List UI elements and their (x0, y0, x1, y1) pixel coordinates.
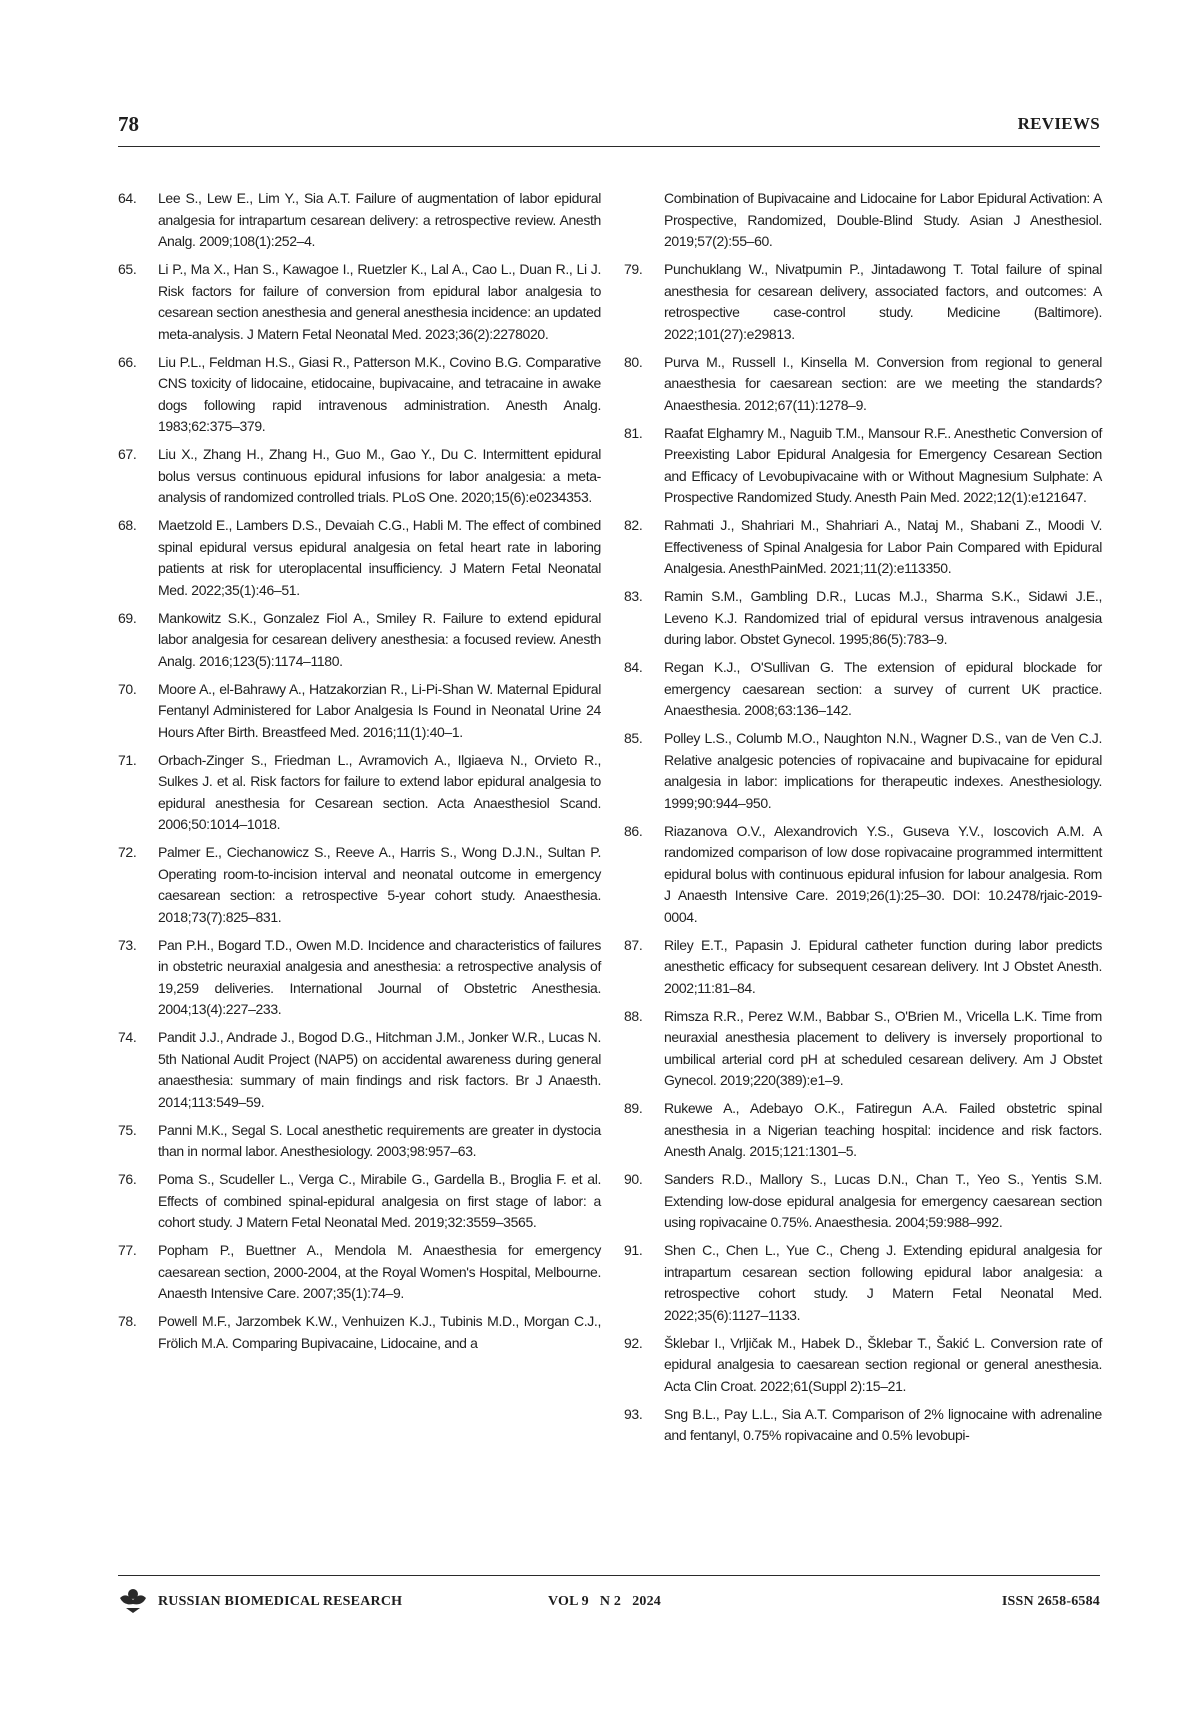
reference-column-right (624, 188, 1102, 1453)
reference-number: 64. (118, 190, 137, 206)
reference-text: Regan K.J., O'Sullivan G. The extension of epidural blockade for emergency caesarean section: a survey of current UK practice. Anaesthesia. 2008;63:136–142. (664, 659, 1102, 719)
reference-number: 88. (624, 1007, 643, 1024)
reference-number: 79. (624, 260, 643, 277)
reference-text: Polley L.S., Columb M.O., Naughton N.N., Wagner D.S., van de Ven C.J. Relative analgesic potencies of ropivacaine and bupivacaine for epidural analgesia in labor: implications for therapeutic indexes. Anesthesiology. 1999;90:944–950. (664, 729, 1102, 811)
reference-item (118, 679, 601, 744)
reference-text: Poma S., Scudeller L., Verga C., Mirabile G., Gardella B., Broglia F. et al. Effects of combined spinal-epidural analgesia on first stage of labor: a cohort study. J Matern Fetal Neonatal Med. 2019;32:3559–3565. (158, 1171, 601, 1231)
reference-item (624, 352, 1102, 417)
reference-item (624, 821, 1102, 929)
reference-item (118, 1240, 601, 1305)
reference-item (118, 188, 601, 253)
reference-text: Panni M.K., Segal S. Local anesthetic requirements are greater in dystocia than in normal labor. Anesthesiology. 2003;98:957–63. (158, 1121, 601, 1160)
reference-number: 78. (118, 1313, 137, 1330)
reference-item (118, 515, 601, 601)
reference-item (624, 1240, 1102, 1326)
reference-number: 92. (624, 1334, 643, 1351)
reference-text: Rimsza R.R., Perez W.M., Babbar S., O'Brien M., Vricella L.K. Time from neuraxial anesthesia placement to delivery is inversely proportional to umbilical arterial cord pH at scheduled cesarean delivery. Am J Obstet Gynecol. 2019;220(389):e1–9. (664, 1007, 1102, 1089)
reference-number: 81. (624, 424, 643, 441)
reference-number: 84. (624, 659, 643, 675)
reference-number: 76. (118, 1171, 137, 1188)
reference-item (624, 728, 1102, 814)
reference-number: 74. (118, 1029, 137, 1046)
reference-item (624, 1404, 1102, 1447)
journal-emblem-icon (118, 1586, 148, 1614)
reference-number: 89. (624, 1100, 643, 1117)
reference-number: 85. (624, 729, 643, 746)
reference-item (118, 444, 601, 509)
reference-text: Shen C., Chen L., Yue C., Cheng J. Extending epidural analgesia for intrapartum cesarean section following epidural labor analgesia: a retrospective cohort study. J Matern Fetal Neonatal Med. 2022;35(6):1127–1133. (664, 1242, 1102, 1323)
issue-info: VOL 9 N 2 2024 (548, 1594, 661, 1609)
reference-number: 75. (118, 1121, 137, 1138)
reference-text: Riley E.T., Papasin J. Epidural catheter function during labor predicts anesthetic efficacy for subsequent cesarean delivery. Int J Obstet Anesth. 2002;11:81–84. (664, 936, 1102, 996)
reference-text: Raafat Elghamry M., Naguib T.M., Mansour R.F.. Anesthetic Conversion of Preexisting Labor Epidural Analgesia for Emergency Cesarean Section and Efficacy of Levobupivacaine with or Without Magnesium Sulphate: A Prospective Randomized Study. Anesth Pain Med. 2022;12(1):e121647. (664, 424, 1102, 506)
reference-item (118, 750, 601, 836)
page-footer (118, 1575, 1100, 1620)
reference-text: Sng B.L., Pay L.L., Sia A.T. Comparison of 2% lignocaine with adrenaline and fentanyl, 0.75% ropivacaine and 0.5% levobupi- (664, 1405, 1102, 1444)
reference-text: Riazanova O.V., Alexandrovich Y.S., Guseva Y.V., Ioscovich A.M. A randomized comparison of low dose ropivacaine programmed intermittent epidural bolus with continuous epidural infusion for labour analgesia. Rom J Anaesth Intensive Care. 2019;26(1):25–30. DOI: 10.2478/rjaic-2019-0004. (664, 822, 1102, 925)
reference-item (118, 1027, 601, 1113)
reference-number: 83. (624, 588, 643, 605)
reference-number: 69. (118, 609, 137, 626)
reference-item (118, 842, 601, 928)
reference-text: Ramin S.M., Gambling D.R., Lucas M.J., Sharma S.K., Sidawi J.E., Leveno K.J. Randomized trial of epidural versus intravenous analgesia during labor. Obstet Gynecol. 1995;86(5):783–9. (664, 588, 1102, 648)
reference-list-right (624, 259, 1102, 1447)
reference-item (624, 1098, 1102, 1163)
reference-item (624, 935, 1102, 1000)
reference-item (624, 657, 1102, 722)
page-number: 78 (118, 112, 139, 136)
reference-number: 72. (118, 844, 137, 861)
reference-text: Rahmati J., Shahriari M., Shahriari A., Nataj M., Shabani Z., Moodi V. Effectiveness of Spinal Analgesia for Labor Pain Compared with Epidural Analgesia. AnesthPainMed. 2021;11(2):e113350. (664, 517, 1102, 577)
reference-text: Purva M., Russell I., Kinsella M. Conversion from regional to general anaesthesia for caesarean section: are we meeting the standards? Anaesthesia. 2012;67(11):1278–9. (664, 353, 1102, 413)
reference-text: Pandit J.J., Andrade J., Bogod D.G., Hitchman J.M., Jonker W.R., Lucas N. 5th National Audit Project (NAP5) on accidental awareness during general anaesthesia: summary of main findings and risk factors. Br J Anaesth. 2014;113:549–59. (158, 1029, 601, 1111)
reference-number: 67. (118, 446, 137, 463)
reference-text: Powell M.F., Jarzombek K.W., Venhuizen K.J., Tubinis M.D., Morgan C.J., Frölich M.A. Comparing Bupivacaine, Lidocaine, and a (158, 1313, 601, 1351)
reference-text: Punchuklang W., Nivatpumin P., Jintadawong T. Total failure of spinal anesthesia for cesarean delivery, associated factors, and outcomes: A retrospective case-control study. Medicine (Baltimore). 2022;101(27):e29813. (664, 260, 1102, 342)
reference-number: 68. (118, 517, 137, 534)
reference-number: 82. (624, 517, 643, 534)
reference-number: 71. (118, 751, 137, 768)
reference-number: 77. (118, 1242, 137, 1259)
reference-text: Šklebar I., Vrljičak M., Habek D., Šklebar T., Šakić L. Conversion rate of epidural analgesia to caesarean section regional or general anesthesia. Acta Clin Croat. 2022;61(Suppl 2):15–21. (664, 1334, 1102, 1394)
reference-number: 90. (624, 1171, 643, 1188)
reference-text: Sanders R.D., Mallory S., Lucas D.N., Chan T., Yeo S., Yentis S.M. Extending low-dose epidural analgesia for emergency caesarean section using ropivacaine 0.75%. Anaesthesia. 2004;59:988–992. (664, 1171, 1102, 1231)
reference-text: Maetzold E., Lambers D.S., Devaiah C.G., Habli M. The effect of combined spinal epidural versus epidural analgesia on fetal heart rate in laboring patients at risk for uteroplacental insufficiency. J Matern Fetal Neonatal Med. 2022;35(1):46–51. (158, 517, 601, 598)
reference-number: 65. (118, 260, 137, 277)
reference-item (624, 1333, 1102, 1398)
reference-item (118, 1169, 601, 1234)
reference-item (118, 1311, 601, 1354)
section-title: REVIEWS (1017, 114, 1100, 133)
reference-item (624, 1006, 1102, 1092)
reference-text: Orbach-Zinger S., Friedman L., Avramovich A., Ilgiaeva N., Orvieto R., Sulkes J. et al. Risk factors for failure to extend labor epidural analgesia to epidural anesthesia for Cesarean section. Acta Anaesthesiol Scand. 2006;50:1014–1018. (158, 751, 601, 833)
reference-number: 86. (624, 822, 643, 839)
reference-item (624, 515, 1102, 580)
reference-item (118, 1120, 601, 1163)
page-header (118, 112, 1100, 147)
reference-item (118, 352, 601, 438)
reference-item (118, 935, 601, 1021)
reference-text: Mankowitz S.K., Gonzalez Fiol A., Smiley R. Failure to extend epidural labor analgesia for cesarean delivery anesthesia: a focused review. Anesth Analg. 2016;123(5):1174–1180. (158, 609, 601, 669)
reference-item (624, 586, 1102, 651)
reference-number: 91. (624, 1242, 643, 1259)
reference-text: Moore A., el-Bahrawy A., Hatzakorzian R., Li-Pi-Shan W. Maternal Epidural Fentanyl Administered for Labor Analgesia Is Found in Neonatal Urine 24 Hours After Birth. Breastfeed Med. 2016;11(1):40–1. (158, 680, 601, 740)
reference-number: 93. (624, 1405, 643, 1422)
reference-text: Liu X., Zhang H., Zhang H., Guo M., Gao Y., Du C. Intermittent epidural bolus versus continuous epidural infusions for labor analgesia: a meta-analysis of randomized controlled trials. PLoS One. 2020;15(6):e0234353. (158, 446, 601, 506)
reference-item (118, 259, 601, 345)
reference-text: Li P., Ma X., Han S., Kawagoe I., Ruetzler K., Lal A., Cao L., Duan R., Li J. Risk factors for failure of conversion from epidural labor analgesia to cesarean section anesthesia and general anesthesia incidence: an updated meta-analysis. J Matern Fetal Neonatal Med. 2023;36(2):2278020. (158, 260, 601, 342)
reference-text: Palmer E., Ciechanowicz S., Reeve A., Harris S., Wong D.J.N., Sultan P. Operating room-to-incision interval and neonatal outcome in emergency caesarean section: a retrospective 5-year cohort study. Anaesthesia. 2018;73(7):825–831. (158, 844, 601, 925)
reference-number: 70. (118, 680, 137, 697)
reference-text: Rukewe A., Adebayo O.K., Fatiregun A.A. Failed obstetric spinal anesthesia in a Nigerian teaching hospital: incidence and risk factors. Anesth Analg. 2015;121:1301–5. (664, 1100, 1102, 1160)
reference-item (624, 259, 1102, 345)
journal-name: RUSSIAN BIOMEDICAL RESEARCH (158, 1594, 403, 1609)
reference-text: Popham P., Buettner A., Mendola M. Anaesthesia for emergency caesarean section, 2000-2004, at the Royal Women's Hospital, Melbourne. Anaesth Intensive Care. 2007;35(1):74–9. (158, 1242, 601, 1302)
reference-item (624, 423, 1102, 509)
reference-number: 87. (624, 936, 643, 953)
reference-continuation: Combination of Bupivacaine and Lidocaine for Labor Epidural Activation: A Prospective, Randomized, Double-Blind Study. Asian J Anesthesiol. 2019;57(2):55–60. (664, 190, 1102, 250)
reference-column-left (118, 188, 601, 1361)
reference-text: Liu P.L., Feldman H.S., Giasi R., Patterson M.K., Covino B.G. Comparative CNS toxicity of lidocaine, etidocaine, bupivacaine, and tetracaine in awake dogs following rapid intravenous administration. Anesth Analg. 1983;62:375–379. (158, 353, 601, 435)
reference-text: Pan P.H., Bogard T.D., Owen M.D. Incidence and characteristics of failures in obstetric neuraxial analgesia and anesthesia: a retrospective analysis of 19,259 deliveries. International Journal of Obstetric Anesthesia. 2004;13(4):227–233. (158, 936, 601, 1018)
reference-number: 73. (118, 936, 137, 953)
reference-item (624, 1169, 1102, 1234)
issn: ISSN 2658-6584 (1001, 1594, 1100, 1609)
reference-number: 66. (118, 353, 137, 370)
reference-item (118, 608, 601, 673)
reference-text: Lee S., Lew E., Lim Y., Sia A.T. Failure of augmentation of labor epidural analgesia for intrapartum cesarean delivery: a retrospective review. Anesth Analg. 2009;108(1):252–4. (158, 190, 601, 250)
reference-number: 80. (624, 353, 643, 370)
